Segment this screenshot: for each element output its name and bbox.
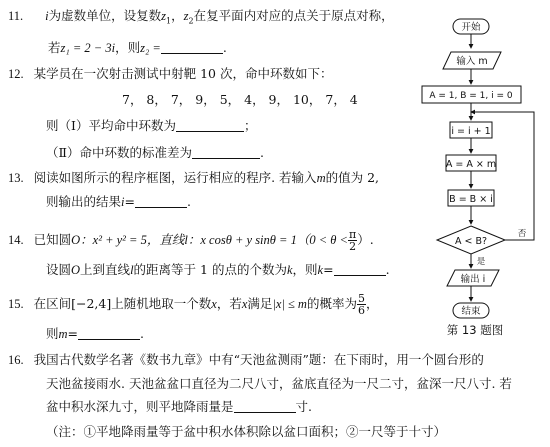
q14-text-d: 的距离等于 1 的点的个数为 bbox=[133, 262, 287, 277]
flow-input-label: 输入 m bbox=[456, 56, 488, 67]
q13-text-c: 则输出的结果 bbox=[46, 194, 122, 209]
q15-text-d: 满足 bbox=[247, 296, 273, 311]
q11-ruo: 若 bbox=[48, 40, 61, 55]
q14-pi-over-2 bbox=[348, 229, 357, 252]
q14-pi-den: 2 bbox=[349, 240, 357, 253]
q13-answer-blank[interactable] bbox=[135, 195, 187, 208]
q14-line-eq: ：x cosθ + y sinθ = 1（0 < θ < bbox=[187, 233, 348, 247]
q11-equation: z₁ = 2 − 3i bbox=[60, 41, 116, 55]
q11-period: . bbox=[222, 40, 227, 55]
q15-m: m bbox=[58, 327, 68, 341]
flow-cond-label: A < B? bbox=[454, 236, 488, 247]
q12-part2 bbox=[46, 145, 264, 161]
flow-inc-label: i = i + 1 bbox=[451, 126, 491, 137]
q14-text-a: 已知圆 bbox=[33, 232, 72, 247]
q11-number: 11. bbox=[8, 9, 24, 23]
flow-stepA-label: A = A × m bbox=[445, 159, 497, 170]
q15-line1 bbox=[8, 293, 379, 316]
q15-line2 bbox=[46, 326, 144, 342]
q14-pi-num: π bbox=[349, 228, 357, 241]
q14-l2: l bbox=[130, 263, 134, 277]
q11-i: i bbox=[45, 9, 49, 23]
flow-start-label: 开始 bbox=[461, 22, 481, 33]
q11-z1-sub: 1 bbox=[166, 16, 172, 26]
q11-z2-eq: z₂ = bbox=[140, 41, 161, 55]
q15-frac-den: 6 bbox=[357, 304, 365, 317]
q16-text-3: 盆中积水深九寸，则平地降雨量是 bbox=[46, 399, 234, 414]
q14-circle-eq: ：x² + y² = 5，直线 bbox=[80, 233, 185, 247]
q15-interval: [−2,4] bbox=[71, 296, 112, 311]
q11-text-a: 为虚数单位，设复数 bbox=[48, 8, 162, 23]
q13-period: . bbox=[186, 194, 191, 209]
q14-k: k bbox=[286, 263, 293, 277]
q13-number: 13. bbox=[8, 171, 24, 185]
q15-number: 15. bbox=[8, 297, 24, 311]
flow-yes-label: 是 bbox=[476, 257, 486, 267]
q12-number: 12. bbox=[8, 67, 24, 81]
q14-O: O bbox=[71, 233, 81, 247]
q16-note: （注：①平地降雨量等于盆中积水体积除以盆口面积；②一尺等于十寸） bbox=[46, 424, 447, 439]
flow-output-label: 输出 i bbox=[460, 274, 486, 285]
q14-end-a: ）. bbox=[357, 232, 374, 247]
q16-line2: 天池盆接雨水. 天池盆盆口直径为二尺八寸，盆底直径为一尺二寸，盆深一尺八寸. 若 bbox=[46, 376, 512, 391]
q14-line1 bbox=[8, 229, 374, 252]
q11-line2 bbox=[48, 40, 227, 56]
q16-text-1: 我国古代数学名著《数书九章》中有“天池盆测雨”题：在下雨时，用一个圆台形的 bbox=[33, 352, 484, 367]
q14-line2 bbox=[46, 262, 390, 278]
q12-part2-blank[interactable] bbox=[192, 146, 260, 159]
q13-text-b: 的值为 2, bbox=[325, 170, 379, 185]
q11-text-c: 在复平面内对应的点关于原点对称， bbox=[193, 8, 394, 23]
q11-answer-blank[interactable] bbox=[161, 41, 223, 54]
q12-part2-text: （Ⅱ）命中环数的标准差为 bbox=[46, 145, 192, 160]
flow-end-label: 结束 bbox=[461, 306, 481, 317]
q11-z2: z bbox=[183, 9, 189, 23]
q11-z1: z bbox=[161, 9, 167, 23]
q13-eq: = bbox=[124, 194, 135, 209]
q13-text-a: 阅读如图所示的程序框图，运行相应的程序. 若输入 bbox=[33, 170, 317, 185]
flowchart bbox=[415, 0, 550, 340]
q15-x2: x bbox=[241, 297, 248, 311]
q15-eq: = bbox=[67, 326, 79, 341]
flow-caption: 第 13 题图 bbox=[446, 323, 504, 337]
q13-line1 bbox=[8, 170, 379, 186]
q15-frac-num: 5 bbox=[357, 292, 365, 305]
q15-x: x bbox=[211, 297, 217, 311]
q12-part1-blank[interactable] bbox=[176, 119, 244, 132]
flow-stepB-label: B = B × i bbox=[449, 194, 493, 205]
q14-eq: = bbox=[323, 262, 334, 277]
q12-part1-end: ； bbox=[243, 118, 257, 133]
q15-end-a: ， bbox=[365, 296, 379, 311]
q13-m: m bbox=[316, 171, 326, 185]
q12-part2-end: . bbox=[260, 145, 264, 160]
q14-l: l bbox=[184, 233, 188, 247]
q14-k2: k bbox=[317, 263, 324, 277]
q15-text-a: 在区间 bbox=[33, 296, 72, 311]
q12-line1 bbox=[8, 66, 332, 82]
q14-text-c: 上到直线 bbox=[80, 262, 131, 277]
q14-text-e: ，则 bbox=[292, 262, 318, 277]
q13-i: i bbox=[121, 195, 125, 209]
q15-period: . bbox=[140, 326, 145, 341]
q15-abs: |x| ≤ m bbox=[272, 297, 307, 311]
q15-ze: 则 bbox=[46, 326, 59, 341]
q11-z2-sub: 2 bbox=[188, 16, 194, 26]
q14-text-b: 设圆 bbox=[46, 262, 72, 277]
q15-answer-blank[interactable] bbox=[78, 327, 140, 340]
q15-text-c: ，若 bbox=[216, 296, 242, 311]
q12-part1 bbox=[46, 118, 256, 134]
q16-answer-blank[interactable] bbox=[234, 400, 296, 413]
q12-part1-text: 则（Ⅰ）平均命中环数为 bbox=[46, 118, 176, 133]
q13-line2 bbox=[46, 194, 191, 210]
q14-number: 14. bbox=[8, 233, 24, 247]
flow-init-label: A = 1, B = 1, i = 0 bbox=[429, 91, 513, 101]
q12-stem: 某学员在一次射击测试中射靶 10 次，命中环数如下： bbox=[33, 66, 333, 81]
q14-O2: O bbox=[71, 263, 81, 277]
q15-text-e: 的概率为 bbox=[306, 296, 357, 311]
q11-ze: ，则 bbox=[115, 40, 141, 55]
q16-line1 bbox=[8, 352, 484, 368]
q16-unit: 寸. bbox=[295, 399, 312, 414]
q14-period: . bbox=[385, 262, 390, 277]
q16-line3 bbox=[46, 399, 312, 415]
q15-fraction bbox=[357, 293, 366, 316]
q16-number: 16. bbox=[8, 353, 24, 367]
q11-comma: ， bbox=[171, 8, 184, 23]
q14-answer-blank[interactable] bbox=[334, 263, 386, 276]
q12-data: 7， 8， 7， 9， 5， 4， 9， 10， 7， 4 bbox=[122, 92, 358, 107]
q15-text-b: 上随机地取一个数 bbox=[111, 296, 212, 311]
flow-no-label: 否 bbox=[517, 229, 527, 239]
q11-line1 bbox=[8, 8, 394, 30]
